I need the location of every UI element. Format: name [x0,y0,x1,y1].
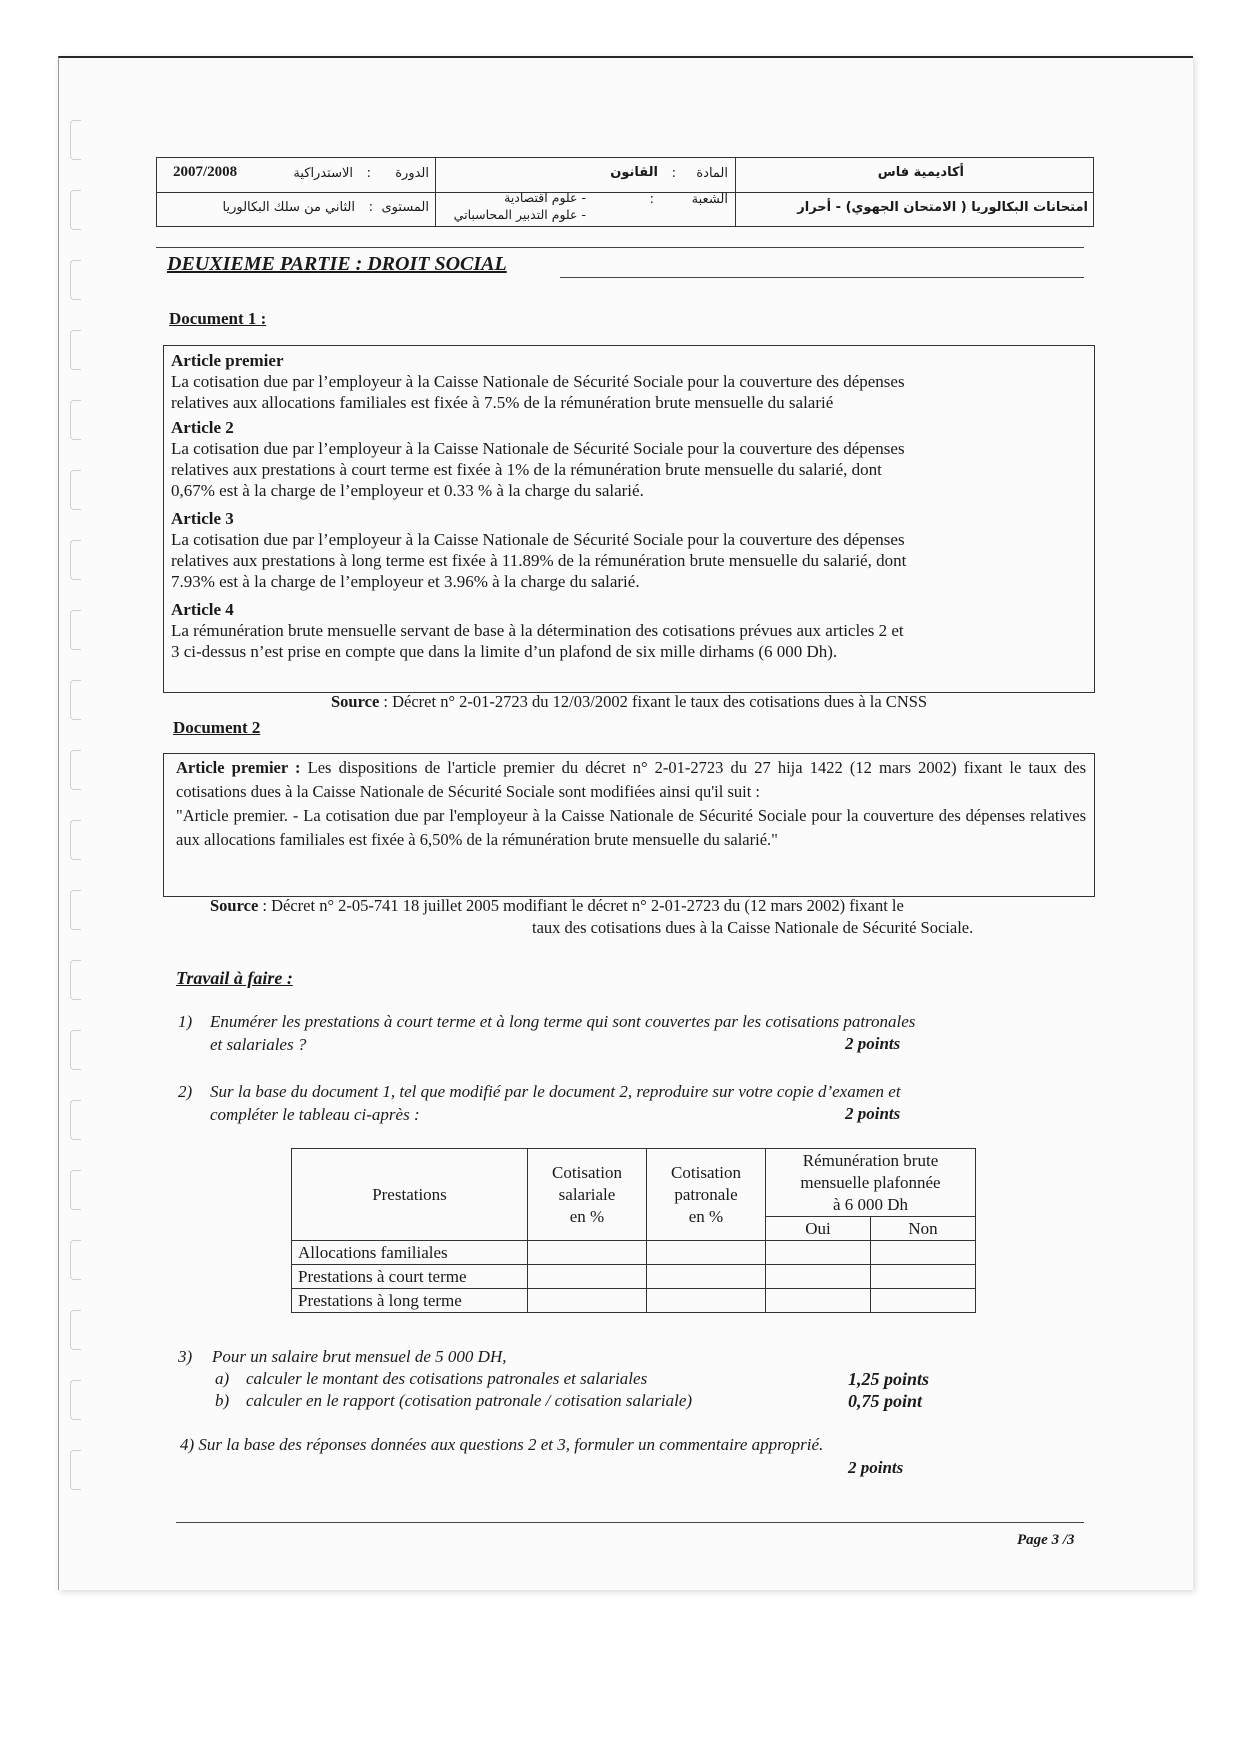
article-1 [171,350,1086,413]
article-line: relatives aux allocations familiales est fixée à 7.5% de la rémunération brute mensuelle du salarié [171,393,834,412]
binder-hole [70,1100,81,1140]
contributions-table [291,1148,976,1313]
header-salariale: Cotisation salariale en % [528,1149,647,1241]
header-branch-cell: الشعبة : - علوم اقتصادية - علوم التدبير المحاسباتي [435,192,736,226]
binder-hole [70,1240,81,1280]
document-1-heading: Document 1 : [169,309,267,328]
subject-value: القانون [610,165,658,180]
question-1-line-1: Enumérer les prestations à court terme et à long terme qui sont couvertes par les cotisations patronales [210,1012,916,1031]
table-row-label: Allocations familiales [292,1241,528,1265]
binder-holes [70,120,84,1550]
question-3-intro: Pour un salaire brut mensuel de 5 000 DH, [212,1347,507,1366]
question-3a: calculer le montant des cotisations patronales et salariales [246,1369,648,1388]
document-1-source [331,692,927,712]
question-2-line-2: compléter le tableau ci-après : [210,1105,420,1124]
article-line: 0,67% est à la charge de l’employeur et 0.33 % à la charge du salarié. [171,481,644,500]
question-1-number: 1) [178,1012,193,1031]
source-label: Source [210,896,259,915]
binder-hole [70,190,81,230]
branch-value-1: - علوم اقتصادية [504,190,586,205]
question-4-points: 2 points [848,1458,904,1477]
source-text: : Décret n° 2-01-2723 du 12/03/2002 fixant le taux des cotisations dues à la CNSS [379,692,928,711]
exam-title: امتحانات البكالوريا ( الامتحان الجهوي) - أحرار [797,200,1088,215]
table-cell [528,1241,647,1265]
article-lead: Article premier : [176,758,301,777]
article-line: relatives aux prestations à court terme est fixée à 1% de la rémunération brute mensuelle du salarié, dont [171,460,882,479]
question-4: 4) Sur la base des réponses données aux questions 2 et 3, formuler un commentaire approprié. [180,1435,824,1454]
binder-hole [70,1310,81,1350]
page-number: Page 3 /3 [1017,1532,1075,1548]
article-title: Article 4 [171,600,234,619]
question-2-number: 2) [178,1082,193,1101]
binder-hole [70,400,81,440]
table-cell [528,1265,647,1289]
article-4 [171,599,1086,662]
binder-hole [70,470,81,510]
subject-label: المادة [696,166,728,181]
table-cell [647,1289,766,1313]
binder-hole [70,260,81,300]
binder-hole [70,1450,81,1490]
divider [560,277,1084,278]
binder-hole [70,1170,81,1210]
source-text: : Décret n° 2-05-741 18 juillet 2005 modifiant le décret n° 2-01-2723 du (12 mars 2002) fixant le [258,896,904,915]
table-cell [871,1289,976,1313]
header-academy-cell [735,158,1094,192]
binder-hole [70,540,81,580]
question-3b-label: b) [215,1391,230,1410]
question-3a-label: a) [215,1369,230,1388]
binder-hole [70,330,81,370]
binder-hole [70,1380,81,1420]
footer-divider [176,1522,1084,1523]
table-cell [766,1241,871,1265]
document-2-source-line-1 [210,896,904,916]
binder-hole [70,820,81,860]
question-1-points: 2 points [845,1034,901,1053]
level-label: المستوى [381,200,429,215]
exam-header-table [156,157,1094,227]
table-cell [766,1289,871,1313]
document-2-heading: Document 2 [173,718,261,737]
question-3a-points: 1,25 points [848,1369,930,1389]
document-2-box [163,753,1095,897]
article-line: La cotisation due par l’employeur à la Caisse Nationale de Sécurité Sociale pour la couverture des dépenses [171,439,905,458]
question-3b: calculer en le rapport (cotisation patronale / cotisation salariale) [246,1391,693,1410]
document-2-text [176,756,1086,852]
source-label: Source [331,692,380,711]
work-heading: Travail à faire : [176,968,293,988]
table-cell [871,1241,976,1265]
binder-hole [70,890,81,930]
article-title: Article 2 [171,418,234,437]
article-line: relatives aux prestations à long terme est fixée à 11.89% de la rémunération brute mensuelle du salarié, dont [171,551,907,570]
article-line: La cotisation due par l’employeur à la Caisse Nationale de Sécurité Sociale pour la couverture des dépenses [171,372,905,391]
branch-value-2: - علوم التدبير المحاسباتي [453,207,586,222]
article-line: 7.93% est à la charge de l’employeur et 3.96% à la charge du salarié. [171,572,640,591]
session-label: الدورة [395,166,429,181]
article-title: Article 3 [171,509,234,528]
header-subject-cell: المادة : القانون [435,158,736,192]
header-row-1 [157,158,1093,193]
table-cell [766,1265,871,1289]
article-line: La rémunération brute mensuelle servant de base à la détermination des cotisations prévues aux articles 2 et [171,621,904,640]
document-1-box [163,345,1095,693]
academy-name: أكاديمية فاس [877,165,964,180]
header-level-cell: المستوى : الثاني من سلك البكالوريا [222,200,429,215]
binder-hole [70,750,81,790]
table-row-label: Prestations à long terme [292,1289,528,1313]
header-oui: Oui [766,1217,871,1241]
header-row-2 [157,192,1093,226]
session-year: 2007/2008 [173,164,238,180]
table-cell [871,1265,976,1289]
table-cell [528,1289,647,1313]
binder-hole [70,680,81,720]
article-2 [171,417,1086,501]
header-prestations: Prestations [292,1149,528,1241]
article-title: Article premier [171,351,284,370]
table-cell [647,1265,766,1289]
header-exam-cell [735,192,1094,226]
question-2-points: 2 points [845,1104,901,1123]
table-cell [647,1241,766,1265]
section-title: DEUXIEME PARTIE : DROIT SOCIAL [167,253,507,275]
header-non: Non [871,1217,976,1241]
article-line: La cotisation due par l’employeur à la Caisse Nationale de Sécurité Sociale pour la couverture des dépenses [171,530,905,549]
article-3 [171,508,1086,592]
document-2-source-line-2: taux des cotisations dues à la Caisse Nationale de Sécurité Sociale. [532,918,974,937]
session-value: الاستدراكية [293,166,353,181]
table-row-label: Prestations à court terme [292,1265,528,1289]
level-value: الثاني من سلك البكالوريا [222,200,355,215]
binder-hole [70,1030,81,1070]
question-3-number: 3) [178,1347,193,1366]
binder-hole [70,960,81,1000]
header-patronale: Cotisation patronale en % [647,1149,766,1241]
question-2-line-1: Sur la base du document 1, tel que modifié par le document 2, reproduire sur votre copie d’examen et [210,1082,901,1101]
header-remuneration: Rémunération brute mensuelle plafonnée à 6 000 Dh [766,1149,976,1217]
question-1-line-2: et salariales ? [210,1035,307,1054]
binder-hole [70,610,81,650]
branch-label: الشعبة [691,192,728,207]
header-session-cell: الدورة : الاستدراكية 2007/2008 [173,164,429,181]
binder-hole [70,120,81,160]
divider [156,247,1084,248]
article-quote: "Article premier. - La cotisation due par l'employeur à la Caisse Nationale de Sécurité Sociale pour la couverture des dépenses relatives aux allocations familiales est fixée à 6,50% de la rémunération brute mensuelle du salarié." [176,806,1086,849]
article-line: 3 ci-dessus n’est prise en compte que dans la limite d’un plafond de six mille dirhams (6 000 Dh). [171,642,838,661]
article-body: Les dispositions de l'article premier du décret n° 2-01-2723 du 27 hija 1422 (12 mars 2002) fixant le taux des cotisations dues à la Caisse Nationale de Sécurité Sociale sont modifiées ainsi qu'il suit : [176,758,1086,801]
question-3b-points: 0,75 point [848,1391,923,1411]
